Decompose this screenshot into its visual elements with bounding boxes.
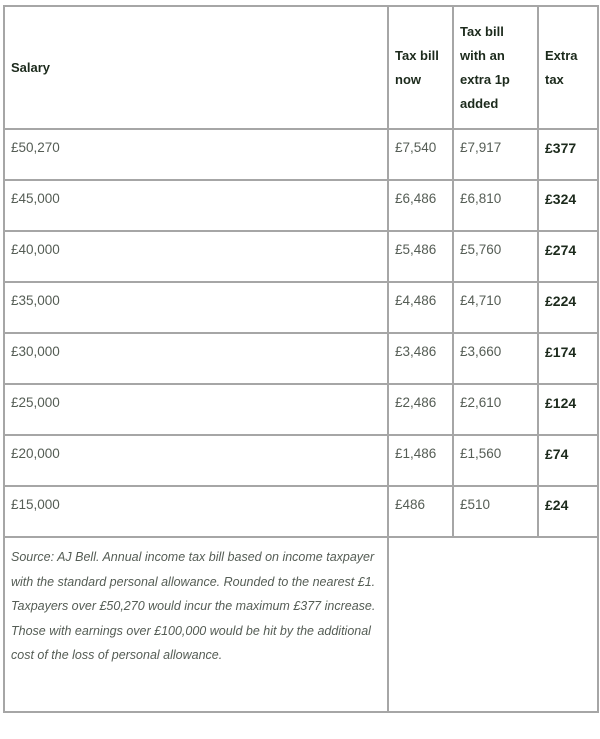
tax-extra-1p-cell [453, 231, 538, 282]
extra-tax-cell [538, 333, 598, 384]
extra-tax-cell-value: £224 [545, 293, 577, 309]
table-row [4, 333, 598, 384]
salary-cell [4, 231, 388, 282]
tax-now-cell [388, 333, 453, 384]
tax-extra-1p-cell-value: £6,810 [460, 191, 502, 206]
salary-cell [4, 333, 388, 384]
salary-cell-value: £15,000 [11, 497, 60, 512]
salary-cell-value: £35,000 [11, 293, 60, 308]
tax-now-cell [388, 231, 453, 282]
source-note-cell [4, 537, 388, 712]
extra-tax-cell [538, 435, 598, 486]
tax-extra-1p-cell-value: £510 [460, 497, 491, 512]
note-row [4, 537, 598, 712]
salary-cell-value: £20,000 [11, 446, 60, 461]
extra-tax-cell [538, 384, 598, 435]
table-row [4, 129, 598, 180]
tax-now-cell [388, 180, 453, 231]
tax-extra-1p-cell [453, 180, 538, 231]
tax-extra-1p-cell-value: £7,917 [460, 140, 502, 155]
tax-now-cell [388, 384, 453, 435]
tax-now-cell-value: £3,486 [395, 344, 437, 359]
extra-tax-cell-value: £24 [545, 497, 569, 513]
table-row [4, 384, 598, 435]
tax-now-cell [388, 435, 453, 486]
extra-tax-cell-value: £274 [545, 242, 577, 258]
header-tax-now [388, 6, 453, 129]
extra-tax-cell [538, 129, 598, 180]
tax-extra-1p-cell [453, 486, 538, 537]
salary-cell [4, 435, 388, 486]
salary-cell [4, 129, 388, 180]
tax-now-cell-value: £7,540 [395, 140, 437, 155]
salary-cell [4, 282, 388, 333]
header-extra-tax-label: Extra tax [545, 47, 578, 87]
tax-now-cell [388, 129, 453, 180]
tax-extra-1p-cell-value: £1,560 [460, 446, 502, 461]
header-row [4, 6, 598, 129]
tax-now-cell-value: £486 [395, 497, 426, 512]
table-row [4, 486, 598, 537]
salary-cell-value: £45,000 [11, 191, 60, 206]
tax-now-cell-value: £4,486 [395, 293, 437, 308]
extra-tax-cell-value: £124 [545, 395, 577, 411]
header-extra-tax [538, 6, 598, 129]
extra-tax-cell [538, 231, 598, 282]
header-tax-now-label: Tax bill now [395, 47, 439, 87]
tax-now-cell [388, 486, 453, 537]
tax-extra-1p-cell [453, 333, 538, 384]
tax-now-cell [388, 282, 453, 333]
tax-extra-1p-cell [453, 282, 538, 333]
extra-tax-cell-value: £74 [545, 446, 569, 462]
table-row [4, 435, 598, 486]
tax-extra-1p-cell-value: £2,610 [460, 395, 502, 410]
extra-tax-cell [538, 180, 598, 231]
tax-extra-1p-cell-value: £4,710 [460, 293, 502, 308]
table-row [4, 180, 598, 231]
header-salary [4, 6, 388, 129]
tax-now-cell-value: £5,486 [395, 242, 437, 257]
tax-now-cell-value: £6,486 [395, 191, 437, 206]
extra-tax-cell-value: £174 [545, 344, 577, 360]
salary-cell-value: £25,000 [11, 395, 60, 410]
salary-cell [4, 384, 388, 435]
salary-cell [4, 486, 388, 537]
tax-now-cell-value: £2,486 [395, 395, 437, 410]
salary-cell [4, 180, 388, 231]
tax-extra-1p-cell-value: £5,760 [460, 242, 502, 257]
tax-extra-1p-cell [453, 384, 538, 435]
tax-now-cell-value: £1,486 [395, 446, 437, 461]
extra-tax-cell-value: £377 [545, 140, 577, 156]
extra-tax-cell-value: £324 [545, 191, 577, 207]
tax-extra-1p-cell [453, 435, 538, 486]
extra-tax-cell [538, 282, 598, 333]
salary-cell-value: £30,000 [11, 344, 60, 359]
empty-cell [388, 537, 598, 712]
income-tax-table [3, 5, 599, 713]
extra-tax-cell [538, 486, 598, 537]
tax-extra-1p-cell [453, 129, 538, 180]
header-tax-extra-1p [453, 6, 538, 129]
source-note: Source: AJ Bell. Annual income tax bill based on income taxpayer with the standard personal allowance. Rounded to the nearest £1. Taxpayers over £50,270 would incur the maximum £377 increase. Those with earnings over £100,000 would be hit by the additional cost of the loss of personal allowance. [11, 550, 376, 662]
salary-cell-value: £50,270 [11, 140, 60, 155]
table-row [4, 231, 598, 282]
tax-extra-1p-cell-value: £3,660 [460, 344, 502, 359]
header-salary-label: Salary [11, 59, 51, 75]
header-tax-extra-1p-label: Tax bill with an extra 1p added [460, 23, 510, 111]
table-row [4, 282, 598, 333]
salary-cell-value: £40,000 [11, 242, 60, 257]
